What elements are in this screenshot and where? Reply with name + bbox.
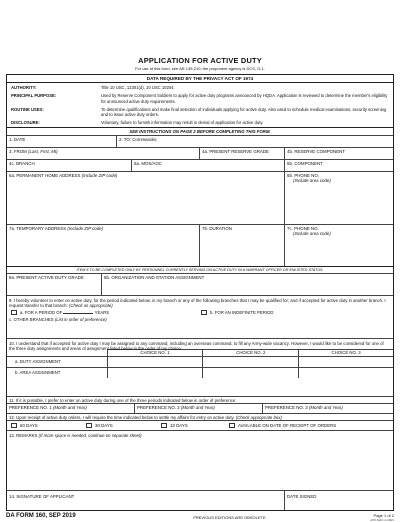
other-branches-label: c. OTHER BRANCHES — [9, 316, 54, 322]
privacy-text: To determine qualifications and make final selection of individuals applying for active duty. Also used to schedule medical examinations, security screening and to issue active duty orders. — [101, 106, 387, 118]
assignment-table — [7, 349, 393, 378]
component-label: 5b. COMPONENT — [287, 161, 323, 167]
signature-field[interactable] — [7, 491, 285, 510]
to-field[interactable] — [117, 136, 393, 147]
preference-hint: (Month and Year) — [308, 405, 343, 411]
form-header — [6, 0, 394, 71]
preference-label: PREFERENCE NO. 2 — [137, 405, 180, 411]
privacy-row-authority — [11, 84, 389, 92]
temp-address-hint: (Include ZIP code) — [67, 226, 104, 232]
form-id: DA FORM 160, SEP 2019 — [6, 513, 76, 520]
duty-assignment-label: a. DUTY ASSIGNMENT — [7, 356, 107, 367]
privacy-text: Title 10 USC, 12301(d), 10 USC 10204. — [101, 85, 175, 91]
item-12-text: 12. Upon receipt of active duty orders, I will require the time indicated below to settle my affairs for entry on active duty. — [9, 414, 235, 420]
branch-field[interactable] — [7, 160, 132, 171]
days-30-label: 30 DAYS — [95, 422, 113, 428]
other-branches-hint: (List in order of preference) — [54, 316, 107, 322]
duty-choice-1-input[interactable] — [107, 356, 203, 367]
home-phone-field[interactable] — [285, 172, 393, 224]
mos-label: 5a. MOS/AOC — [134, 161, 163, 167]
form-title: APPLICATION FOR ACTIVE DUTY — [138, 56, 262, 65]
choice-header: CHOICE NO. 3 — [299, 350, 393, 357]
temp-phone-hint: (Include area code) — [293, 231, 331, 237]
item-10-text: 10. I understand that if accepted for active duty I may be assigned to any command, including an overseas command, to fill any Army-wide vacancy. However, I would like to be considered for one of the three duty assignments and areas of assignment listed below in the order of my choice. — [9, 341, 384, 352]
days-30-checkbox[interactable] — [86, 423, 92, 428]
available-checkbox[interactable] — [229, 423, 235, 428]
indefinite-checkbox[interactable] — [201, 310, 207, 315]
years-label: YEARS — [94, 310, 110, 316]
privacy-label: PRINCIPAL PURPOSE: — [11, 93, 57, 99]
present-grade-field[interactable] — [200, 148, 285, 159]
organization-label: 8b. ORGANIZATION AND STATION ASSIGNMENT — [104, 275, 205, 281]
privacy-row-routine-uses — [11, 106, 389, 120]
row-item-8 — [7, 273, 393, 295]
preference-hint: (Month and Year) — [52, 405, 87, 411]
preference-label: PREFERENCE NO. 1 — [9, 405, 52, 411]
active-duty-grade-field[interactable] — [7, 274, 102, 295]
row-item-14 — [7, 490, 393, 510]
form-footer — [6, 513, 394, 522]
row-temp-address — [7, 224, 393, 266]
duty-choice-3-input[interactable] — [299, 356, 393, 367]
days-10-label: 10 DAYS — [170, 422, 188, 428]
temp-address-field[interactable] — [7, 225, 200, 266]
choice-header: CHOICE NO. 1 — [107, 350, 203, 357]
date-field[interactable] — [7, 136, 117, 147]
home-address-label: 6a. PERMANENT HOME ADDRESS — [9, 173, 81, 179]
option-available-on-receipt[interactable] — [225, 422, 393, 429]
privacy-label: ROUTINE USES: — [11, 106, 44, 112]
reserve-component-label: 4b. RESERVE COMPONENT — [287, 149, 345, 155]
preference-1-field[interactable] — [7, 404, 135, 413]
privacy-row-disclosure — [11, 119, 389, 127]
privacy-act-statement — [7, 83, 393, 127]
from-label: 3. FROM — [9, 149, 27, 155]
form-subtitle: For use of this form, see AR 135-210; the proponent agency is DCS, G-1. — [135, 66, 265, 71]
item-9-text-block — [9, 298, 391, 308]
signature-label: 14. SIGNATURE OF APPLICANT — [9, 494, 75, 500]
page-info — [324, 513, 394, 522]
area-choice-2-input[interactable] — [203, 367, 299, 378]
apd-version: APD AEM v1.00ES — [370, 518, 394, 522]
other-branches-field[interactable] — [9, 317, 391, 323]
indefinite-label: b. FOR AN INDEFINITE PERIOD — [210, 310, 274, 316]
from-field[interactable] — [7, 148, 200, 159]
active-duty-grade-label: 8a. PRESENT ACTIVE DUTY GRADE — [9, 275, 84, 281]
instructions-bar: SEE INSTRUCTIONS ON PAGE 2 BEFORE COMPLETING THIS FORM. — [7, 127, 393, 135]
row-item-11-prefs — [7, 403, 393, 413]
home-address-hint: (Include ZIP code) — [81, 173, 118, 179]
item-10-section — [7, 338, 393, 396]
remarks-field[interactable] — [7, 430, 393, 490]
date-signed-field[interactable] — [285, 491, 393, 510]
item-12-text-block — [7, 413, 393, 420]
privacy-row-purpose — [11, 92, 389, 106]
branch-label: 4c. BRANCH — [9, 161, 35, 167]
component-field[interactable] — [285, 160, 393, 171]
home-address-field[interactable] — [7, 172, 285, 224]
item-9-text: 9. I hereby volunteer to enter on active duty, for the period indicated below, in my branch or any of the following branches that I may be qualified for; and if accepted for active duty in another branch, I request transfer to that branch: — [9, 298, 386, 309]
area-choice-1-input[interactable] — [107, 367, 203, 378]
option-30-days[interactable] — [82, 422, 157, 429]
duty-choice-2-input[interactable] — [203, 356, 299, 367]
privacy-label: DISCLOSURE: — [11, 120, 40, 126]
home-phone-hint: (Include area code) — [293, 178, 331, 184]
years-input[interactable] — [63, 313, 93, 314]
duration-label: 7b. DURATION — [202, 226, 232, 232]
page-number: Page 1 of 2 — [373, 513, 394, 519]
option-10-days[interactable] — [157, 422, 225, 429]
preference-2-field[interactable] — [135, 404, 263, 413]
item-9-options — [9, 310, 391, 316]
preference-3-field[interactable] — [263, 404, 393, 413]
item-12-hint: (Check appropriate box) — [235, 414, 282, 420]
reserve-component-field[interactable] — [285, 148, 393, 159]
period-label: a. FOR A PERIOD OF — [20, 310, 63, 316]
choice-header: CHOICE NO. 2 — [203, 350, 299, 357]
temp-phone-field[interactable] — [285, 225, 393, 266]
period-years-checkbox[interactable] — [11, 310, 17, 315]
duration-field[interactable] — [200, 225, 285, 266]
option-period-years — [9, 310, 199, 316]
date-signed-label: DATE SIGNED — [287, 494, 317, 500]
privacy-text: Used by Reserve Component Soldiers to apply for active duty programs announced by HQDA. Application is reviewed to determine the member's eligibility for announced active duty requirements. — [101, 93, 388, 104]
temp-address-label: 7a. TEMPORARY ADDRESS — [9, 226, 67, 232]
form-body — [6, 74, 394, 511]
from-hint: (Last, First, MI) — [28, 149, 58, 155]
mos-field[interactable] — [132, 160, 285, 171]
home-phone-label: 6b. PHONE NO. — [287, 173, 319, 179]
row-branch — [7, 159, 393, 171]
area-assignment-label: b. AREA ASSIGNMENT — [7, 367, 107, 378]
date-label: 1. DATE — [9, 137, 26, 143]
available-label: AVAILABLE ON DATE OF RECEIPT OF ORDERS — [238, 422, 337, 428]
item-9-section — [7, 295, 393, 338]
item-11-text: 11. If it is possible, I prefer to enter on active duty during one of the three periods indicated below in order of preference: — [7, 396, 393, 403]
warrant-officer-note: ITEM 8 TO BE COMPLETED ONLY BY PERSONNEL CURRENTLY SERVING ON ACTIVE DUTY IN A WARRANT OFFICER OR ENLISTED STATUS. — [7, 266, 393, 273]
option-indefinite — [199, 310, 274, 316]
days-10-checkbox[interactable] — [161, 423, 167, 428]
area-assignment-row — [7, 367, 393, 378]
row-home-address — [7, 171, 393, 224]
area-choice-3-input[interactable] — [299, 367, 393, 378]
preference-hint: (Month and Year) — [180, 405, 215, 411]
preference-label: PREFERENCE NO. 3 — [265, 405, 308, 411]
remarks-hint: (If more space is needed, continue on separate sheet) — [38, 432, 142, 438]
privacy-act-heading: DATA REQUIRED BY THE PRIVACY ACT OF 1974 — [7, 75, 393, 83]
remarks-label: 13. REMARKS — [9, 432, 38, 438]
present-grade-label: 4a. PRESENT RESERVE GRADE — [202, 149, 269, 155]
row-from — [7, 147, 393, 159]
duty-assignment-row — [7, 356, 393, 367]
row-date-to — [7, 135, 393, 147]
temp-phone-label: 7c. PHONE NO. — [287, 226, 319, 232]
privacy-text: Voluntary, failure to furnish information may result in denial of application for active duty. — [101, 120, 264, 126]
days-60-label: 60 DAYS — [20, 422, 38, 428]
editions-note: PREVIOUS EDITIONS ARE OBSOLETE. — [193, 515, 267, 521]
to-label: 2. TO: Commander, — [119, 137, 158, 143]
da-form-160 — [6, 0, 394, 522]
organization-field[interactable] — [102, 274, 393, 295]
option-60-days[interactable] — [7, 422, 82, 429]
privacy-label: AUTHORITY: — [11, 85, 37, 91]
row-item-12-options — [7, 420, 393, 430]
days-60-checkbox[interactable] — [11, 423, 17, 428]
item-9-hint: (Check as appropriate) — [68, 303, 113, 309]
